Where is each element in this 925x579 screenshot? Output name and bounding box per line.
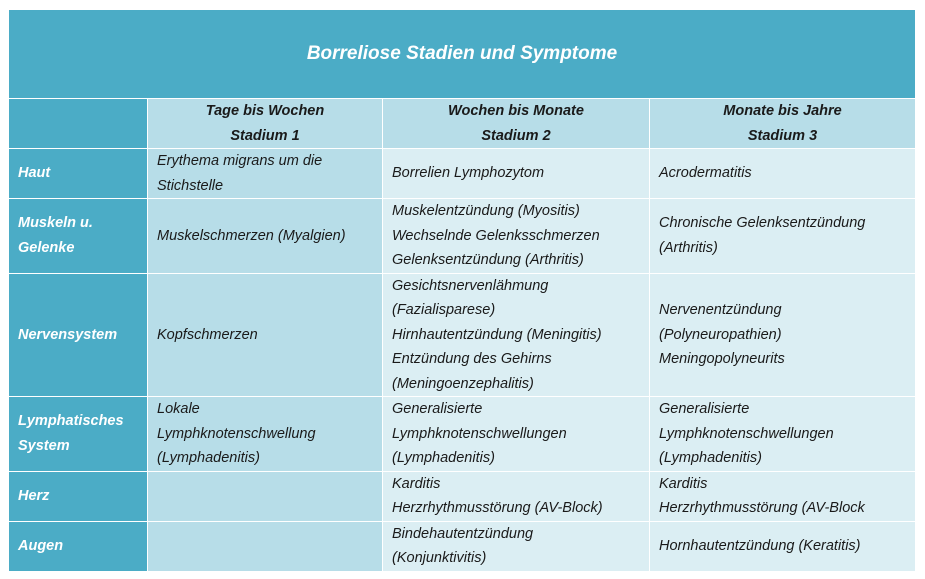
table-row [9,199,916,274]
stage-1-cell [148,471,383,521]
row-header [9,199,148,274]
cell-line: (Konjunktivitis) [392,550,487,566]
cell-line: Karditis [659,475,708,492]
column-header-stage-3 [650,99,916,149]
cell-line: Haut [18,165,51,182]
stage-3-cell [650,273,916,397]
cell-line: (Meningoenzephalitis) [392,375,534,392]
cell-line: Nervensystem [18,326,118,343]
cell-line: Gelenke [18,239,75,256]
column-stage: Stadium 3 [747,127,818,144]
cell-line: Lokale [157,401,200,417]
stage-3-cell [650,521,916,571]
cell-line: System [18,437,70,454]
stage-1-cell [148,273,383,397]
stage-2-cell [383,273,650,397]
cell-line: Nervenentzündung [659,302,782,318]
cell-line: Muskeln u. [18,215,93,232]
stage-3-cell [650,149,916,199]
cell-line: Herz [18,487,50,504]
column-period: Tage bis Wochen [205,103,325,119]
cell-line: Acrodermatitis [659,165,752,182]
row-header [9,397,148,472]
title-row [9,10,916,99]
stage-2-cell [383,521,650,571]
row-header [9,273,148,397]
table-row [9,273,916,397]
cell-line: Lymphatisches [18,413,124,430]
symptom-table [8,9,916,572]
table-row [9,521,916,571]
column-header-stage-1 [148,99,383,149]
cell-line: Lymphknotenschwellung [157,425,316,442]
stage-1-cell [148,199,383,274]
cell-line: Augen [18,537,64,554]
cell-line: Borrelien Lymphozytom [392,165,545,182]
cell-line: (Lymphadenitis) [157,450,260,466]
cell-line: Bindehautentzündung [392,525,534,542]
cell-line: Herzrhythmusstörung (AV-Block [659,500,865,516]
cell-line: Hirnhautentzündung (Meningitis) [392,326,602,343]
cell-line: Stichstelle [157,177,224,194]
row-header [9,149,148,199]
stage-1-cell [148,149,383,199]
cell-line: Entzündung des Gehirns [392,351,552,367]
stage-1-cell [148,521,383,571]
table-row [9,149,916,199]
cell-line: Muskelentzündung (Myositis) [392,203,580,219]
stage-2-cell [383,397,650,472]
cell-line: (Arthritis) [659,239,718,256]
stage-1-cell [148,397,383,472]
table-title: Borreliose Stadien und Symptome [9,10,916,99]
row-header [9,471,148,521]
cell-line: Gesichtsnervenlähmung [392,277,549,294]
column-stage: Stadium 2 [481,127,551,144]
stage-3-cell [650,397,916,472]
cell-line: Meningopolyneurits [659,351,785,367]
cell-line: Chronische Gelenksentzündung [659,215,866,232]
cell-line: Erythema migrans um die [157,153,323,169]
stage-2-cell [383,149,650,199]
cell-line: Kopfschmerzen [157,326,258,343]
cell-line: Wechselnde Gelenksschmerzen [392,227,600,244]
stage-3-cell [650,199,916,274]
stage-3-cell [650,471,916,521]
cell-line: Hornhautentzündung (Keratitis) [659,537,861,554]
cell-line: Gelenksentzündung (Arthritis) [392,252,584,268]
corner-cell [9,99,148,149]
cell-line: (Polyneuropathien) [659,326,782,343]
table-row [9,397,916,472]
cell-line: Karditis [392,475,441,492]
row-header [9,521,148,571]
table-row [9,471,916,521]
cell-line: (Lymphadenitis) [392,450,495,466]
column-header-stage-2 [383,99,650,149]
cell-line: Lymphknotenschwellungen [392,425,567,442]
cell-line: (Fazialisparese) [392,302,496,318]
cell-line: Herzrhythmusstörung (AV-Block) [392,500,603,516]
stage-2-cell [383,199,650,274]
stage-2-cell [383,471,650,521]
column-header-row [9,99,916,149]
column-period: Wochen bis Monate [448,103,584,119]
column-stage: Stadium 1 [230,127,300,144]
cell-line: (Lymphadenitis) [659,450,762,466]
column-period: Monate bis Jahre [723,103,842,119]
cell-line: Generalisierte [392,401,483,417]
cell-line: Lymphknotenschwellungen [659,425,834,442]
cell-line: Muskelschmerzen (Myalgien) [157,227,346,244]
cell-line: Generalisierte [659,401,750,417]
